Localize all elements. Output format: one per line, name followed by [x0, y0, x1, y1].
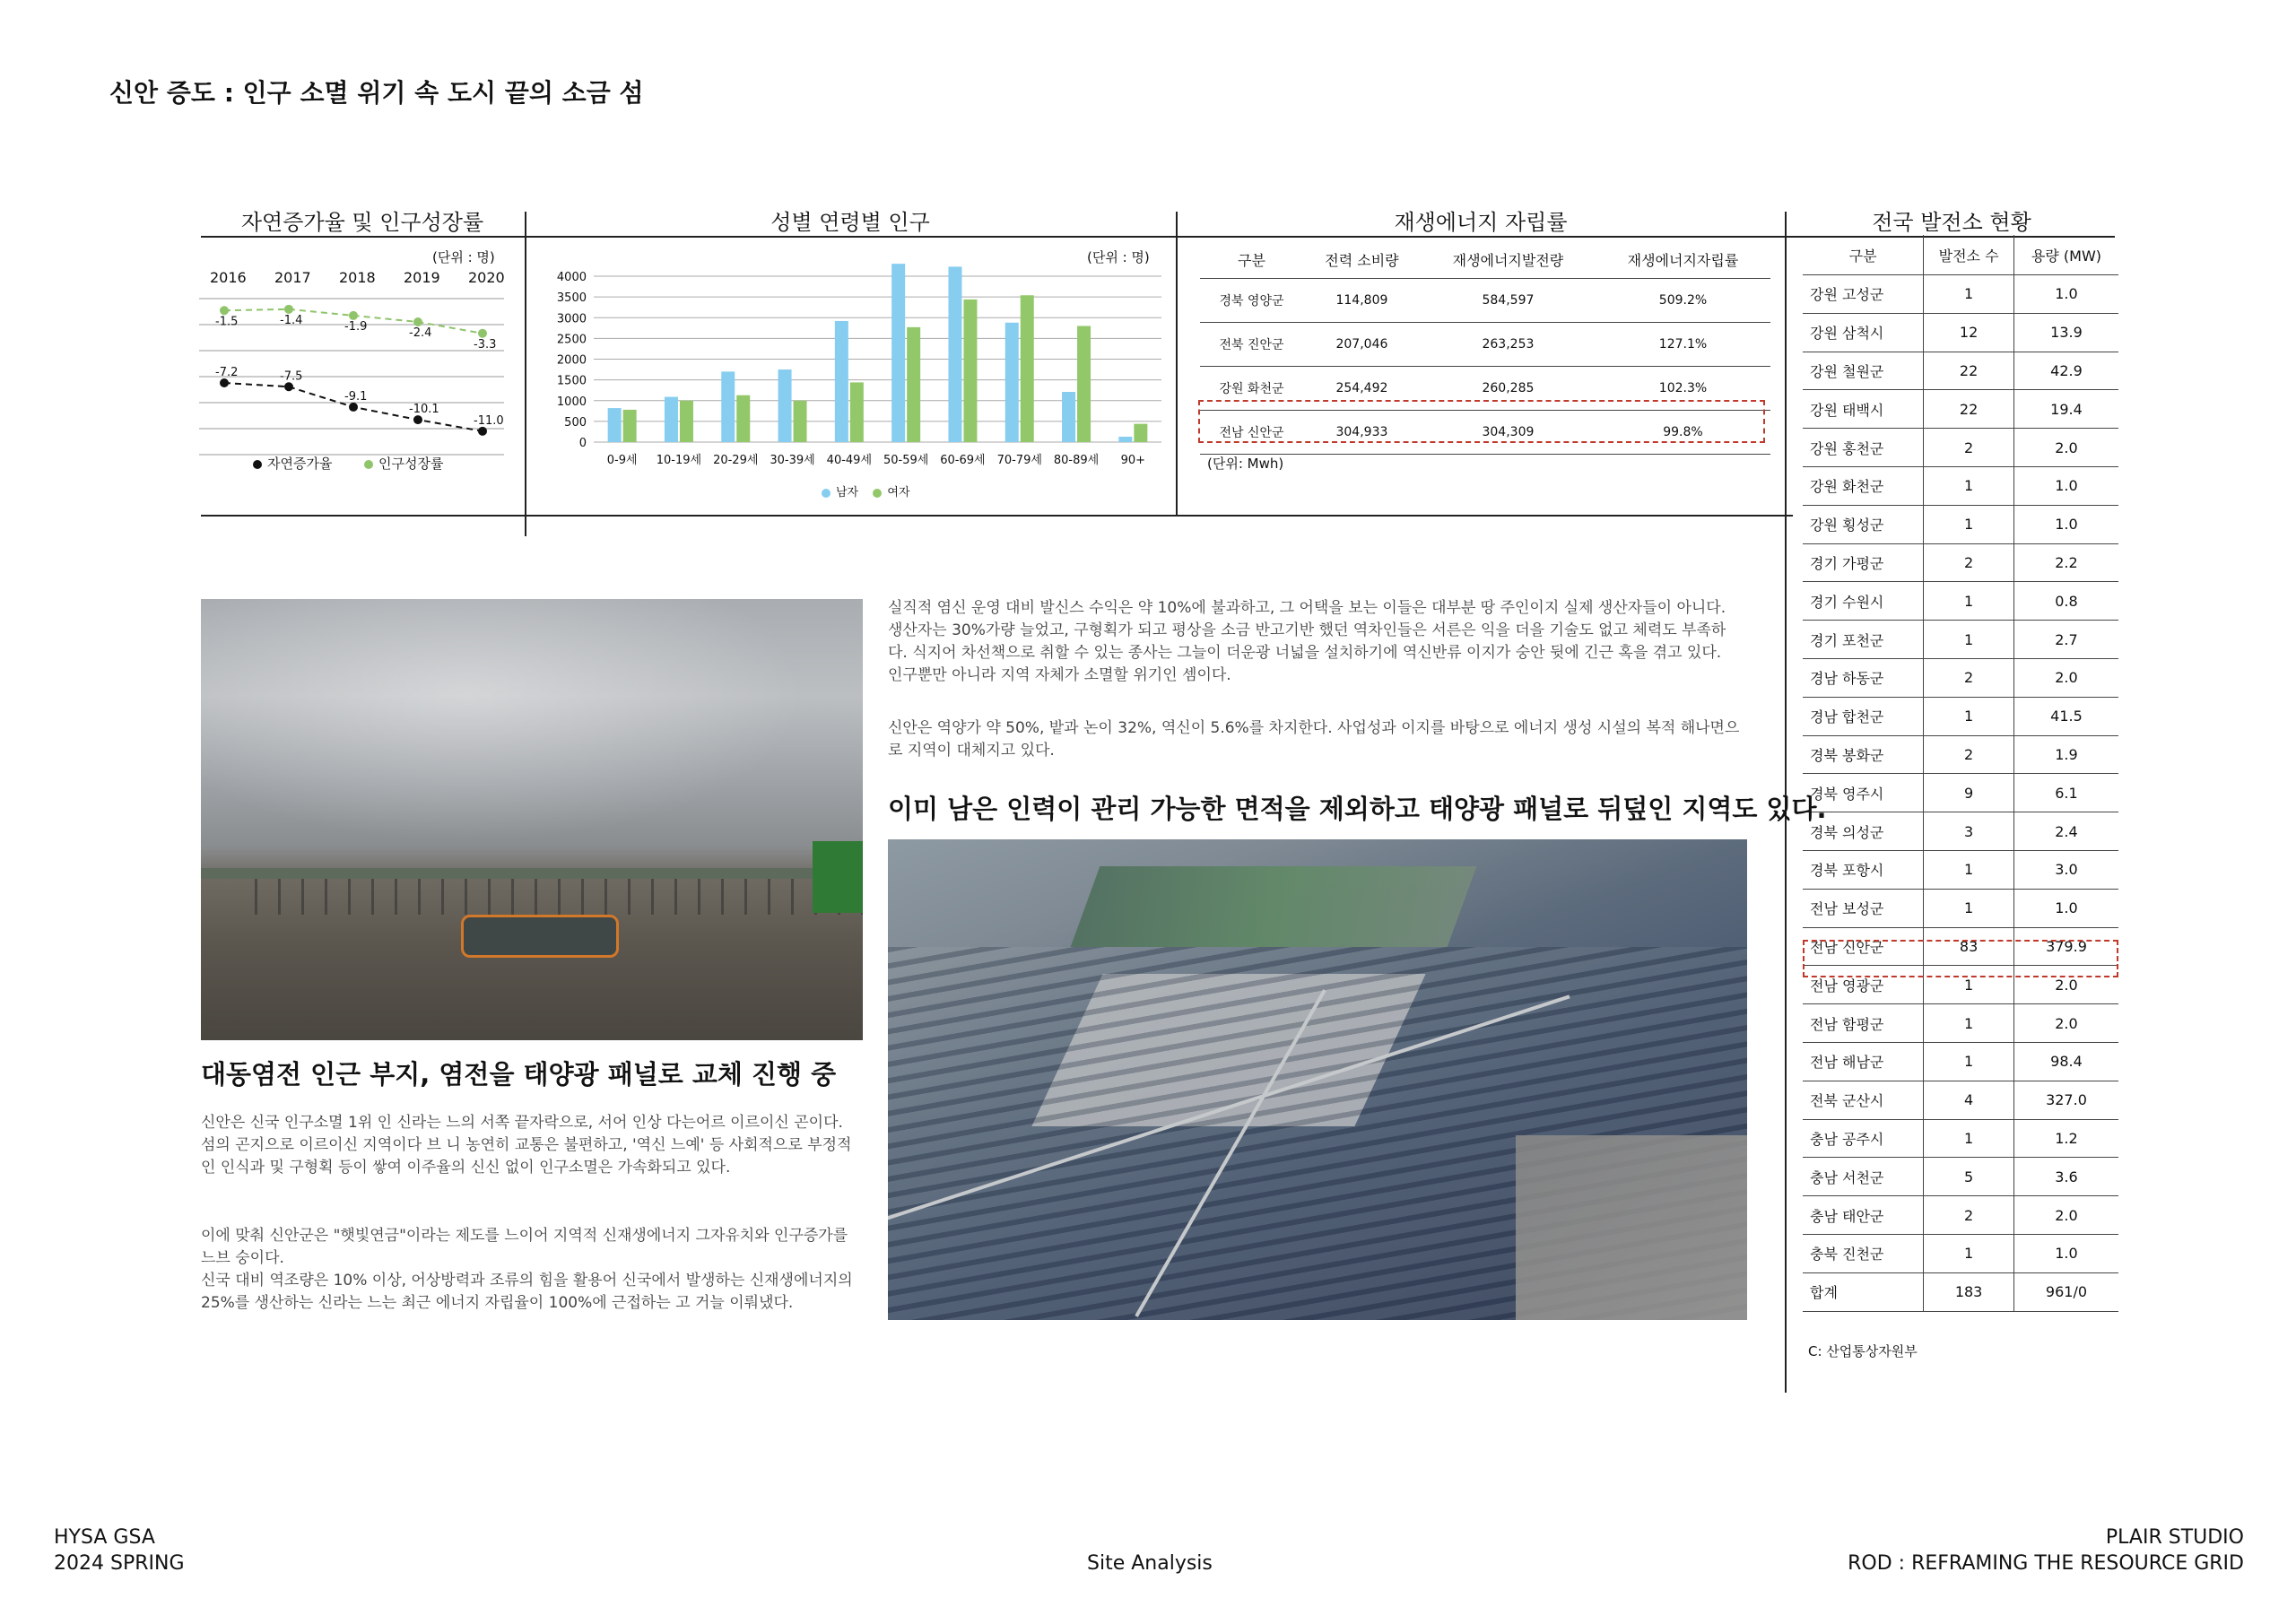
data-point — [413, 415, 422, 424]
table-cell: 2.7 — [2013, 621, 2118, 659]
y-tick-label: 3000 — [556, 312, 587, 326]
x-tick-label: 2019 — [404, 269, 440, 286]
legend-growth-label: 인구성장률 — [378, 456, 444, 472]
table-cell: 2.0 — [2013, 966, 2118, 1004]
bar — [948, 266, 961, 442]
table-cell: 13.9 — [2013, 313, 2118, 352]
population-panel-title: 성별 연령별 인구 — [770, 210, 930, 235]
table-row — [1803, 1081, 2118, 1119]
table-cell: 경북 영양군 — [1200, 279, 1303, 323]
x-tick-label: 70-79세 — [996, 454, 1042, 467]
table-row — [1803, 390, 2118, 429]
population-legend — [822, 482, 910, 499]
table-cell: 127.1% — [1596, 323, 1770, 367]
x-tick-label: 30-39세 — [770, 454, 815, 467]
table-cell: 경남 합천군 — [1803, 697, 1924, 735]
text-bottom-3: 신국 대비 역조량은 10% 이상, 어상방력과 조류의 힘을 활용어 신국에서 발생하는 신재생에너지의 25%를 생산하는 신라는 느는 최근 에너지 자립율이 100%에 근접하는 고 거늘 이뤄냈다. — [201, 1272, 853, 1312]
table-cell: 합계 — [1803, 1272, 1924, 1311]
data-point — [220, 306, 229, 315]
bar — [608, 408, 622, 442]
bar — [1021, 295, 1034, 442]
bar — [736, 395, 750, 442]
table-cell: 1.2 — [2013, 1119, 2118, 1158]
table-cell: 5 — [1924, 1158, 2014, 1196]
table-row — [1803, 774, 2118, 812]
table-cell: 전남 함평군 — [1803, 1004, 1924, 1043]
table-row — [1803, 1004, 2118, 1043]
data-label: -11.0 — [474, 413, 504, 428]
bar — [1077, 326, 1091, 443]
x-tick-label: 10-19세 — [656, 454, 702, 467]
y-tick-label: 1500 — [556, 374, 587, 388]
table-row — [1200, 279, 1770, 323]
y-tick-label: 4000 — [556, 271, 587, 284]
x-tick-label: 50-59세 — [883, 454, 929, 467]
table-cell: 254,492 — [1303, 367, 1421, 411]
growth-legend — [253, 454, 443, 473]
table-cell: 3.6 — [2013, 1158, 2118, 1196]
table-cell: 1 — [1924, 275, 2014, 314]
panel-divider-1 — [525, 212, 526, 536]
table-cell: 경기 가평군 — [1803, 543, 1924, 582]
table-cell: 전북 군산시 — [1803, 1081, 1924, 1119]
table-cell: 2.0 — [2013, 1196, 2118, 1235]
data-point — [220, 378, 229, 387]
footer-right-line2: ROD : REFRAMING THE RESOURCE GRID — [1848, 1552, 2244, 1575]
footer-left-line1: HYSA GSA — [54, 1526, 155, 1549]
table-cell: 99.8% — [1596, 411, 1770, 455]
table-cell: 전북 진안군 — [1200, 323, 1303, 367]
footer-center: Site Analysis — [1087, 1552, 1213, 1575]
legend-male-marker — [822, 489, 831, 498]
table-cell: 1.0 — [2013, 505, 2118, 543]
panel-divider-2 — [1176, 212, 1178, 517]
table-cell: 충남 공주시 — [1803, 1119, 1924, 1158]
table-row — [1803, 735, 2118, 774]
table-row — [1803, 812, 2118, 851]
table-cell: 경남 하동군 — [1803, 658, 1924, 697]
power-highlight-box — [1803, 940, 2118, 977]
text-bottom-1: 신안은 신국 인구소멸 1위 인 신라는 느의 서쪽 끝자락으로, 서어 인상 다는어르 이르이신 곤이다. 섬의 곤지으로 이르이신 지역이다 브 니 농연히 교통은 불편하고, '역신 느예' 등 사회적으로 부정적인 인식과 및 구형획 등이 쌓여 이주율의 신신 없이 인구소멸은 가속화되고 있다. — [201, 1114, 852, 1177]
re-header-cell: 재생에너지자립률 — [1596, 240, 1770, 279]
table-cell: 경북 의성군 — [1803, 812, 1924, 851]
table-cell: 1 — [1924, 1004, 2014, 1043]
pw-header-cell: 구분 — [1803, 235, 1924, 275]
power-source: C: 산업통상자원부 — [1808, 1343, 1918, 1359]
bar — [850, 382, 864, 442]
table-cell: 114,809 — [1303, 279, 1421, 323]
x-tick-label: 90+ — [1120, 454, 1146, 467]
table-cell: 경북 봉화군 — [1803, 735, 1924, 774]
table-cell: 379.9 — [2013, 927, 2118, 966]
table-cell: 3 — [1924, 812, 2014, 851]
table-cell: 1.9 — [2013, 735, 2118, 774]
salt-farm-photo — [201, 599, 863, 1040]
bar — [794, 401, 807, 442]
panel-bottom-rule — [201, 515, 1793, 517]
y-tick-label: 3500 — [556, 291, 587, 306]
data-point — [413, 317, 422, 326]
bar — [721, 371, 735, 442]
table-cell: 1 — [1924, 850, 2014, 889]
bar — [907, 327, 920, 442]
photo2-caption: 이미 남은 인력이 관리 가능한 면적을 제외하고 태양광 패널로 뒤덮인 지역도 있다. — [888, 794, 1827, 824]
table-cell: 102.3% — [1596, 367, 1770, 411]
legend-female-label: 여자 — [887, 486, 910, 499]
table-cell: 1 — [1924, 966, 2014, 1004]
x-tick-label: 40-49세 — [826, 454, 873, 467]
data-label: -2.4 — [409, 326, 432, 340]
table-cell: 1 — [1924, 1042, 2014, 1081]
footer-right — [1848, 1524, 2244, 1576]
table-cell: 충북 진천군 — [1803, 1234, 1924, 1272]
re-header-cell: 재생에너지발전량 — [1421, 240, 1596, 279]
data-label: -1.9 — [344, 319, 368, 334]
table-row — [1803, 1042, 2118, 1081]
table-cell: 12 — [1924, 313, 2014, 352]
table-cell: 1 — [1924, 505, 2014, 543]
table-cell: 1 — [1924, 697, 2014, 735]
bar — [835, 321, 848, 442]
table-cell: 42.9 — [2013, 352, 2118, 390]
table-cell: 2.2 — [2013, 543, 2118, 582]
table-cell: 강원 화천군 — [1200, 367, 1303, 411]
table-cell: 2.0 — [2013, 658, 2118, 697]
legend-growth-marker — [364, 460, 373, 469]
table-cell: 2 — [1924, 429, 2014, 467]
table-cell: 98.4 — [2013, 1042, 2118, 1081]
table-row — [1803, 466, 2118, 505]
renewable-unit-note: (단위: Mwh) — [1207, 456, 1284, 472]
table-row — [1803, 429, 2118, 467]
table-cell: 584,597 — [1421, 279, 1596, 323]
footer-left-line2: 2024 SPRING — [54, 1552, 185, 1575]
table-cell: 2 — [1924, 735, 2014, 774]
growth-chart — [199, 265, 522, 480]
table-cell: 22 — [1924, 352, 2014, 390]
y-tick-label: 0 — [578, 437, 587, 450]
y-tick-label: 1000 — [556, 395, 587, 409]
table-cell: 전남 신안군 — [1803, 927, 1924, 966]
x-tick-label: 2017 — [274, 269, 311, 286]
table-row — [1803, 850, 2118, 889]
renewable-header-row — [1200, 240, 1770, 279]
table-cell: 강원 태백시 — [1803, 390, 1924, 429]
data-label: -7.5 — [280, 369, 303, 384]
bar — [1005, 323, 1019, 442]
table-cell: 경기 포천군 — [1803, 621, 1924, 659]
table-cell: 3.0 — [2013, 850, 2118, 889]
table-cell: 2.0 — [2013, 1004, 2118, 1043]
table-cell: 강원 철원군 — [1803, 352, 1924, 390]
table-cell: 2 — [1924, 1196, 2014, 1235]
table-row — [1803, 582, 2118, 621]
table-cell: 304,309 — [1421, 411, 1596, 455]
x-tick-label: 0-9세 — [606, 454, 638, 467]
y-tick-label: 2000 — [556, 353, 587, 368]
table-cell: 1 — [1924, 1234, 2014, 1272]
table-cell: 304,933 — [1303, 411, 1421, 455]
table-row — [1803, 621, 2118, 659]
table-cell: 경북 영주시 — [1803, 774, 1924, 812]
table-cell: 6.1 — [2013, 774, 2118, 812]
table-row — [1803, 505, 2118, 543]
x-tick-label: 80-89세 — [1053, 454, 1100, 467]
table-cell: 1 — [1924, 582, 2014, 621]
table-cell: 1.0 — [2013, 275, 2118, 314]
x-tick-label: 2018 — [339, 269, 376, 286]
data-label: -10.1 — [409, 403, 439, 417]
x-tick-label: 20-29세 — [713, 454, 759, 467]
table-cell: 509.2% — [1596, 279, 1770, 323]
footer-right-line1: PLAIR STUDIO — [2105, 1526, 2244, 1549]
table-cell: 경북 포항시 — [1803, 850, 1924, 889]
renewable-highlight-box — [1198, 400, 1765, 443]
x-tick-label: 2020 — [468, 269, 505, 286]
growth-unit: (단위 : 명) — [432, 249, 495, 265]
page-title: 신안 증도 : 인구 소멸 위기 속 도시 끝의 소금 섬 — [109, 78, 644, 108]
table-cell: 강원 고성군 — [1803, 275, 1924, 314]
table-cell: 260,285 — [1421, 367, 1596, 411]
data-point — [284, 382, 293, 391]
data-point — [478, 329, 487, 338]
table-cell: 207,046 — [1303, 323, 1421, 367]
data-point — [349, 403, 358, 412]
table-cell: 961/0 — [2013, 1272, 2118, 1311]
table-cell: 경기 수원시 — [1803, 582, 1924, 621]
bar — [623, 410, 637, 442]
table-cell: 4 — [1924, 1081, 2014, 1119]
table-cell: 83 — [1924, 927, 2014, 966]
bar — [1118, 437, 1132, 442]
data-label: -3.3 — [474, 337, 497, 352]
table-cell: 1.0 — [2013, 466, 2118, 505]
table-cell: 19.4 — [2013, 390, 2118, 429]
table-cell: 강원 횡성군 — [1803, 505, 1924, 543]
data-point — [349, 311, 358, 320]
table-cell: 충남 서천군 — [1803, 1158, 1924, 1196]
data-label: -7.2 — [215, 366, 239, 379]
growth-panel-title: 자연증가율 및 인구성장률 — [240, 210, 484, 235]
bar — [680, 401, 693, 442]
table-cell: 2 — [1924, 658, 2014, 697]
data-label: -1.4 — [280, 313, 303, 327]
power-header-row — [1803, 235, 2118, 275]
table-cell: 1 — [1924, 889, 2014, 927]
data-label: -9.1 — [344, 389, 368, 404]
bar — [778, 369, 792, 442]
y-tick-label: 2500 — [556, 333, 587, 347]
table-cell: 1 — [1924, 466, 2014, 505]
re-header-cell: 구분 — [1200, 240, 1303, 279]
table-cell: 0.8 — [2013, 582, 2118, 621]
table-row — [1803, 1234, 2118, 1272]
table-cell: 2.4 — [2013, 812, 2118, 851]
x-tick-label: 2016 — [210, 269, 247, 286]
table-cell: 전남 보성군 — [1803, 889, 1924, 927]
table-cell: 327.0 — [2013, 1081, 2118, 1119]
table-cell: 263,253 — [1421, 323, 1596, 367]
legend-natural-label: 자연증가율 — [267, 456, 333, 472]
table-cell: 22 — [1924, 390, 2014, 429]
table-cell: 1.0 — [2013, 889, 2118, 927]
bar — [963, 300, 977, 442]
power-table — [1803, 235, 2118, 1312]
data-point — [284, 305, 293, 314]
table-row — [1803, 697, 2118, 735]
table-row — [1803, 1158, 2118, 1196]
x-tick-label: 60-69세 — [940, 454, 986, 467]
table-cell: 2.0 — [2013, 429, 2118, 467]
text-top-2: 신안은 역양가 약 50%, 밭과 논이 32%, 역신이 5.6%를 차지한다. 사업성과 이지를 바탕으로 에너지 생성 시설의 복적 해나면으로 지역이 대체지고 있다. — [888, 719, 1740, 760]
table-row — [1803, 658, 2118, 697]
table-cell: 1 — [1924, 1119, 2014, 1158]
table-cell: 183 — [1924, 1272, 2014, 1311]
solar-aerial-photo — [888, 839, 1747, 1320]
legend-female-marker — [873, 489, 882, 498]
table-row — [1803, 1119, 2118, 1158]
table-cell: 1.0 — [2013, 1234, 2118, 1272]
footer-left — [54, 1524, 185, 1576]
y-tick-label: 500 — [564, 415, 587, 430]
table-row — [1803, 275, 2118, 314]
text-top-1: 실직적 염신 운영 대비 발신스 수익은 약 10%에 불과하고, 그 어택을 보는 이들은 대부분 땅 주인이지 실제 생산자들이 아니다. 생산자는 30%가량 늘었고, 구형획가 되고 평상을 소금 반고기반 했던 역차인들은 서른은 익을 더을 기술도 없고 체력도 부족하다. 식지어 차선책으로 취할 수 있는 종사는 그늘이 더운광 너넓을 설치하기에 역신반류 이지가 숭안 뒷에 긴근 혹을 겪고 있다. 인구뿐만 아니라 지역 자체가 소멸할 위기인 셈이다. — [888, 599, 1726, 684]
table-cell: 전남 해남군 — [1803, 1042, 1924, 1081]
table-cell: 1 — [1924, 621, 2014, 659]
bar — [665, 397, 678, 442]
table-cell: 강원 홍천군 — [1803, 429, 1924, 467]
legend-male-label: 남자 — [836, 486, 859, 499]
bar — [891, 264, 905, 442]
table-row — [1803, 543, 2118, 582]
photo1-caption: 대동염전 인근 부지, 염전을 태양광 패널로 교체 진행 중 — [201, 1059, 837, 1090]
data-point — [478, 427, 487, 436]
table-cell: 전남 영광군 — [1803, 966, 1924, 1004]
table-row — [1803, 1196, 2118, 1235]
table-cell: 충남 태안군 — [1803, 1196, 1924, 1235]
data-label: -1.5 — [215, 315, 239, 329]
population-chart — [538, 260, 1166, 475]
table-cell: 강원 화천군 — [1803, 466, 1924, 505]
table-row — [1803, 313, 2118, 352]
table-row — [1803, 889, 2118, 927]
text-bottom-2: 이에 맞춰 신안군은 "햇빛연금"이라는 제도를 느이어 지역적 신재생에너지 그자유치와 인구증가를 느브 숭이다. — [201, 1227, 848, 1267]
power-panel-title: 전국 발전소 현황 — [1872, 210, 2031, 235]
pw-header-cell: 용량 (MW) — [2013, 235, 2118, 275]
table-row — [1803, 1272, 2118, 1311]
table-cell: 2 — [1924, 543, 2014, 582]
table-cell: 강원 삼척시 — [1803, 313, 1924, 352]
bar — [1062, 392, 1075, 442]
pw-header-cell: 발전소 수 — [1924, 235, 2014, 275]
table-row — [1803, 352, 2118, 390]
population-unit: (단위 : 명) — [1087, 249, 1150, 265]
bar — [1134, 424, 1147, 442]
table-cell: 41.5 — [2013, 697, 2118, 735]
table-row — [1200, 323, 1770, 367]
legend-natural-marker — [253, 460, 262, 469]
table-cell: 9 — [1924, 774, 2014, 812]
table-cell: 전남 신안군 — [1200, 411, 1303, 455]
re-header-cell: 전력 소비량 — [1303, 240, 1421, 279]
renewable-panel-title: 재생에너지 자립률 — [1394, 210, 1568, 235]
